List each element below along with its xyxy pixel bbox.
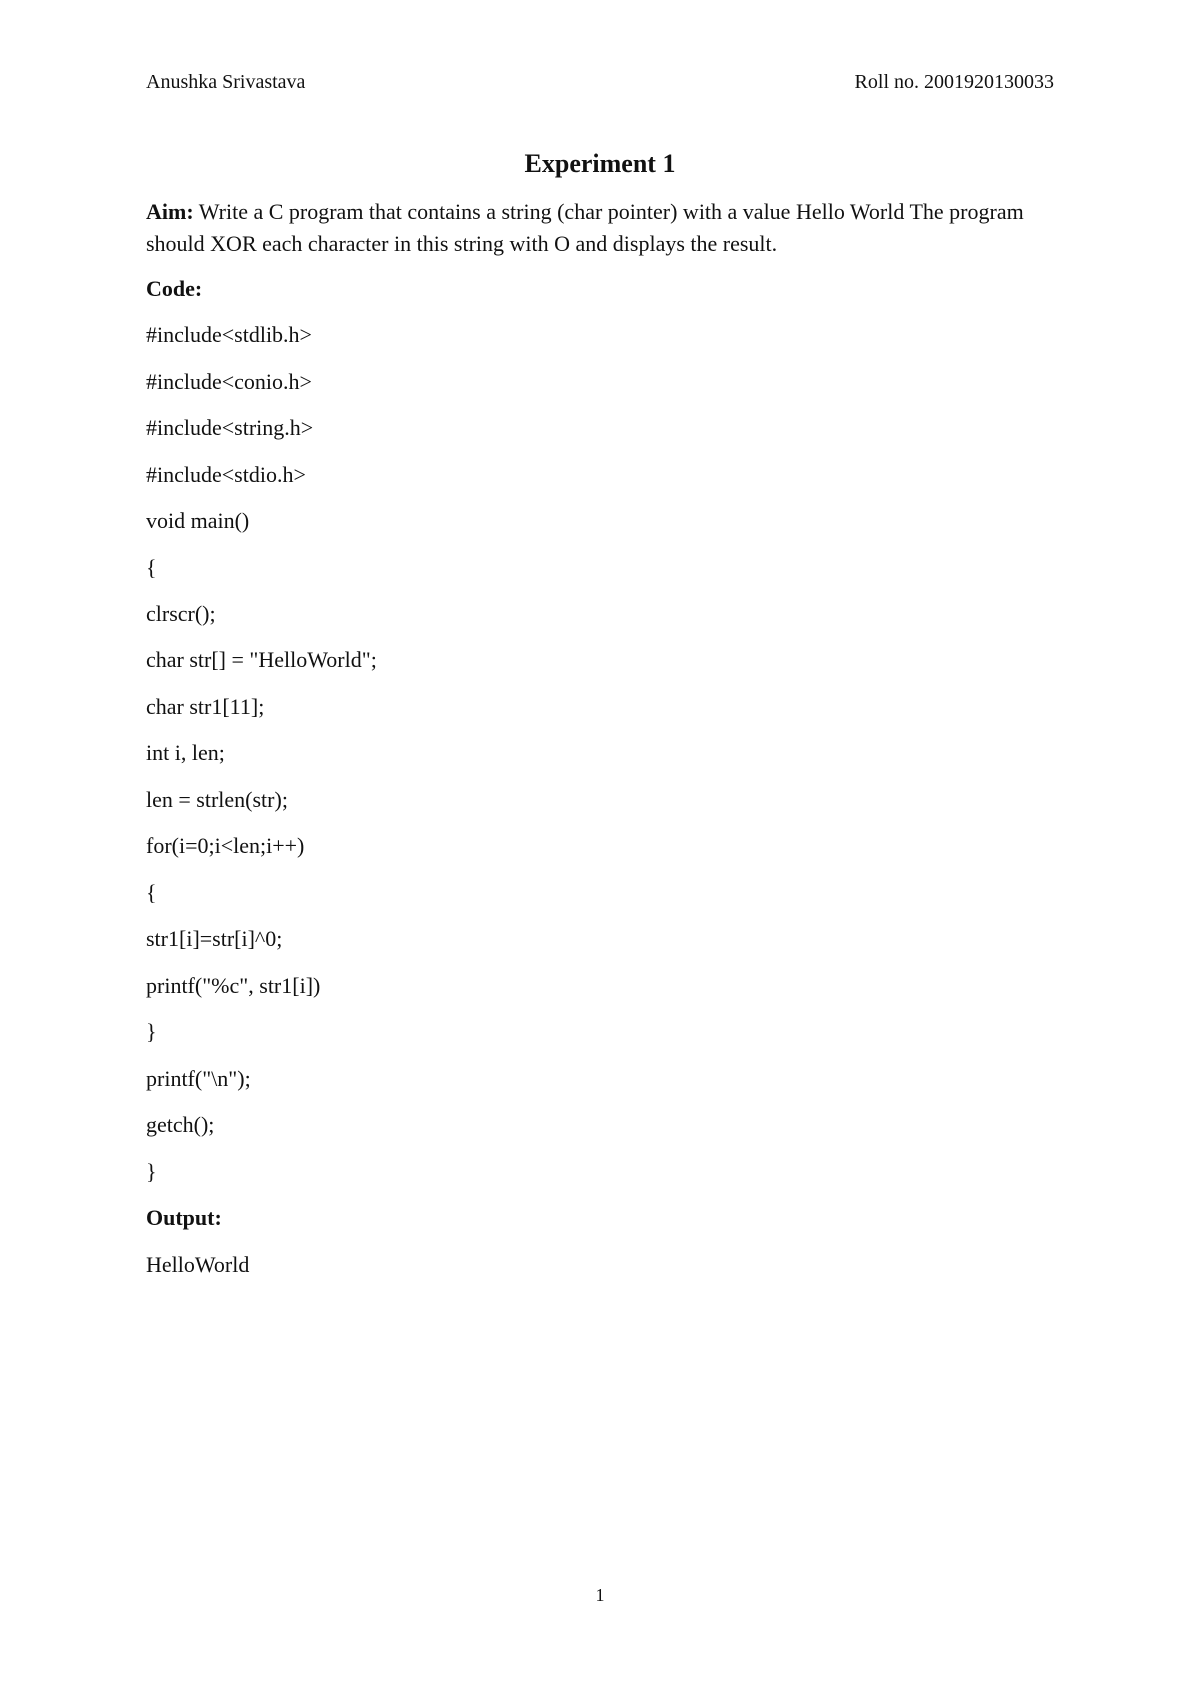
code-line: #include<string.h>	[146, 415, 314, 440]
output-text: HelloWorld	[146, 1252, 250, 1277]
code-line: str1[i]=str[i]^0;	[146, 926, 283, 951]
header-author: Anushka Srivastava	[146, 71, 306, 93]
code-line: printf("\n");	[146, 1066, 251, 1091]
code-heading: Code:	[146, 276, 203, 301]
code-line: len = strlen(str);	[146, 787, 288, 812]
aim-label: Aim:	[146, 199, 194, 224]
code-line: #include<stdlib.h>	[146, 322, 312, 347]
code-line: {	[146, 555, 157, 580]
output-heading: Output:	[146, 1205, 222, 1230]
code-line: int i, len;	[146, 740, 225, 765]
page-title: Experiment 1	[524, 149, 676, 178]
code-line: char str[] = "HelloWorld";	[146, 647, 377, 672]
code-line: getch();	[146, 1112, 215, 1137]
code-line: {	[146, 880, 157, 905]
page-number: 1	[595, 1585, 605, 1605]
code-line: #include<conio.h>	[146, 369, 312, 394]
code-line: clrscr();	[146, 601, 216, 626]
code-line: printf("%c", str1[i])	[146, 973, 321, 998]
code-line: void main()	[146, 508, 250, 533]
code-line: #include<stdio.h>	[146, 462, 306, 487]
header-roll-number: Roll no. 2001920130033	[854, 71, 1054, 93]
code-line: char str1[11];	[146, 694, 265, 719]
aim-paragraph	[146, 196, 1046, 260]
code-line: for(i=0;i<len;i++)	[146, 833, 305, 858]
aim-text: Write a C program that contains a string (char pointer) with a value Hello World The program should XOR each character in this string with O and displays the result.	[146, 199, 1024, 256]
code-line: }	[146, 1019, 157, 1044]
code-line: }	[146, 1159, 157, 1184]
